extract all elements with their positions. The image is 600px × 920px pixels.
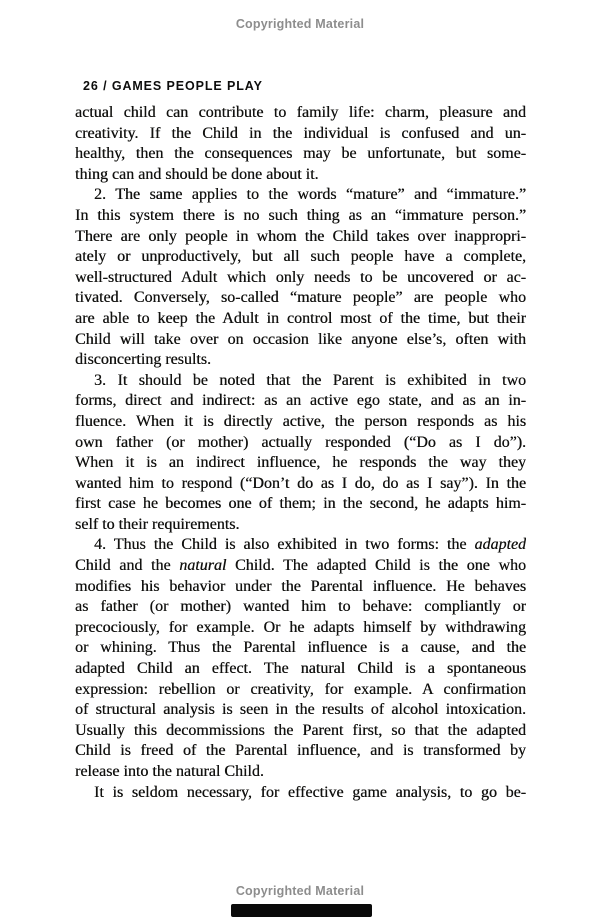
text-line: are able to keep the Adult in control most of the time, but their — [75, 309, 526, 327]
copyright-notice-top: Copyrighted Material — [235, 17, 365, 31]
text-line: as father (or mother) wanted him to behave: compliantly or — [75, 598, 526, 616]
text-line: It is seldom necessary, for effective game analysis, to go be- — [94, 783, 526, 801]
text-line: adapted Child an effect. The natural Child is a spontaneous — [75, 660, 526, 678]
page-body — [75, 103, 526, 803]
text-line: Child is freed of the Parental influence, and is transformed by — [75, 742, 526, 760]
text-line: In this system there is no such thing as an “immature person.” — [75, 206, 526, 224]
text-line: or whining. Thus the Parental influence is a cause, and the — [75, 639, 526, 657]
text-line: release into the natural Child. — [75, 763, 264, 780]
text-line: 4. Thus the Child is also exhibited in two forms: the adapted — [94, 536, 526, 554]
text-line: ately or unproductively, but all such people have a complete, — [75, 248, 526, 266]
text-line: of structural analysis is seen in the results of alcohol intoxication. — [75, 701, 526, 719]
text-line: wanted him to respond (“Don’t do as I do, do as I say”). In the — [75, 474, 526, 492]
text-line: precociously, for example. Or he adapts himself by withdrawing — [75, 618, 526, 636]
text-line: disconcerting results. — [75, 351, 211, 369]
paragraph — [75, 535, 526, 782]
text-line: self to their requirements. — [75, 515, 240, 533]
paragraph — [75, 103, 526, 185]
text-line: Usually this decommissions the Parent first, so that the adapted — [75, 721, 526, 739]
text-line: first case he becomes one of them; in the second, he adapts him- — [75, 495, 526, 513]
text-line: Child will take over on occasion like anyone else’s, often with — [75, 330, 526, 348]
text-line: modifies his behavior under the Parental influence. He behaves — [75, 577, 526, 595]
text-line: Child and the natural Child. The adapted Child is the one who — [75, 557, 526, 575]
text-line: fluence. When it is directly active, the person responds as his — [75, 412, 526, 430]
running-head: 26 / GAMES PEOPLE PLAY — [83, 79, 263, 93]
text-line: When it is an indirect influence, he responds the way they — [75, 454, 526, 472]
scan-artifact-bar — [231, 904, 372, 917]
paragraph — [75, 783, 526, 804]
text-line: well-structured Adult which only needs to be uncovered or ac- — [75, 268, 526, 286]
text-line: 2. The same applies to the words “mature” and “immature.” — [94, 186, 526, 204]
text-line: creativity. If the Child in the individual is confused and un- — [75, 124, 526, 142]
copyright-notice-bottom: Copyrighted Material — [235, 884, 365, 898]
text-line: actual child can contribute to family life: charm, pleasure and — [75, 104, 526, 121]
text-line: tivated. Conversely, so-called “mature people” are people who — [75, 289, 526, 307]
text-line: expression: rebellion or creativity, for example. A confirmation — [75, 680, 526, 698]
text-line: healthy, then the consequences may be unfortunate, but some- — [75, 145, 526, 163]
text-line: 3. It should be noted that the Parent is exhibited in two — [94, 371, 526, 389]
paragraph — [75, 371, 526, 536]
text-line: own father (or mother) actually responded (“Do as I do”). — [75, 433, 526, 451]
text-line: There are only people in whom the Child takes over inappropri- — [75, 227, 526, 245]
paragraph — [75, 185, 526, 370]
text-line: forms, direct and indirect: as an active ego state, and as an in- — [75, 392, 526, 410]
text-line: thing can and should be done about it. — [75, 165, 319, 183]
